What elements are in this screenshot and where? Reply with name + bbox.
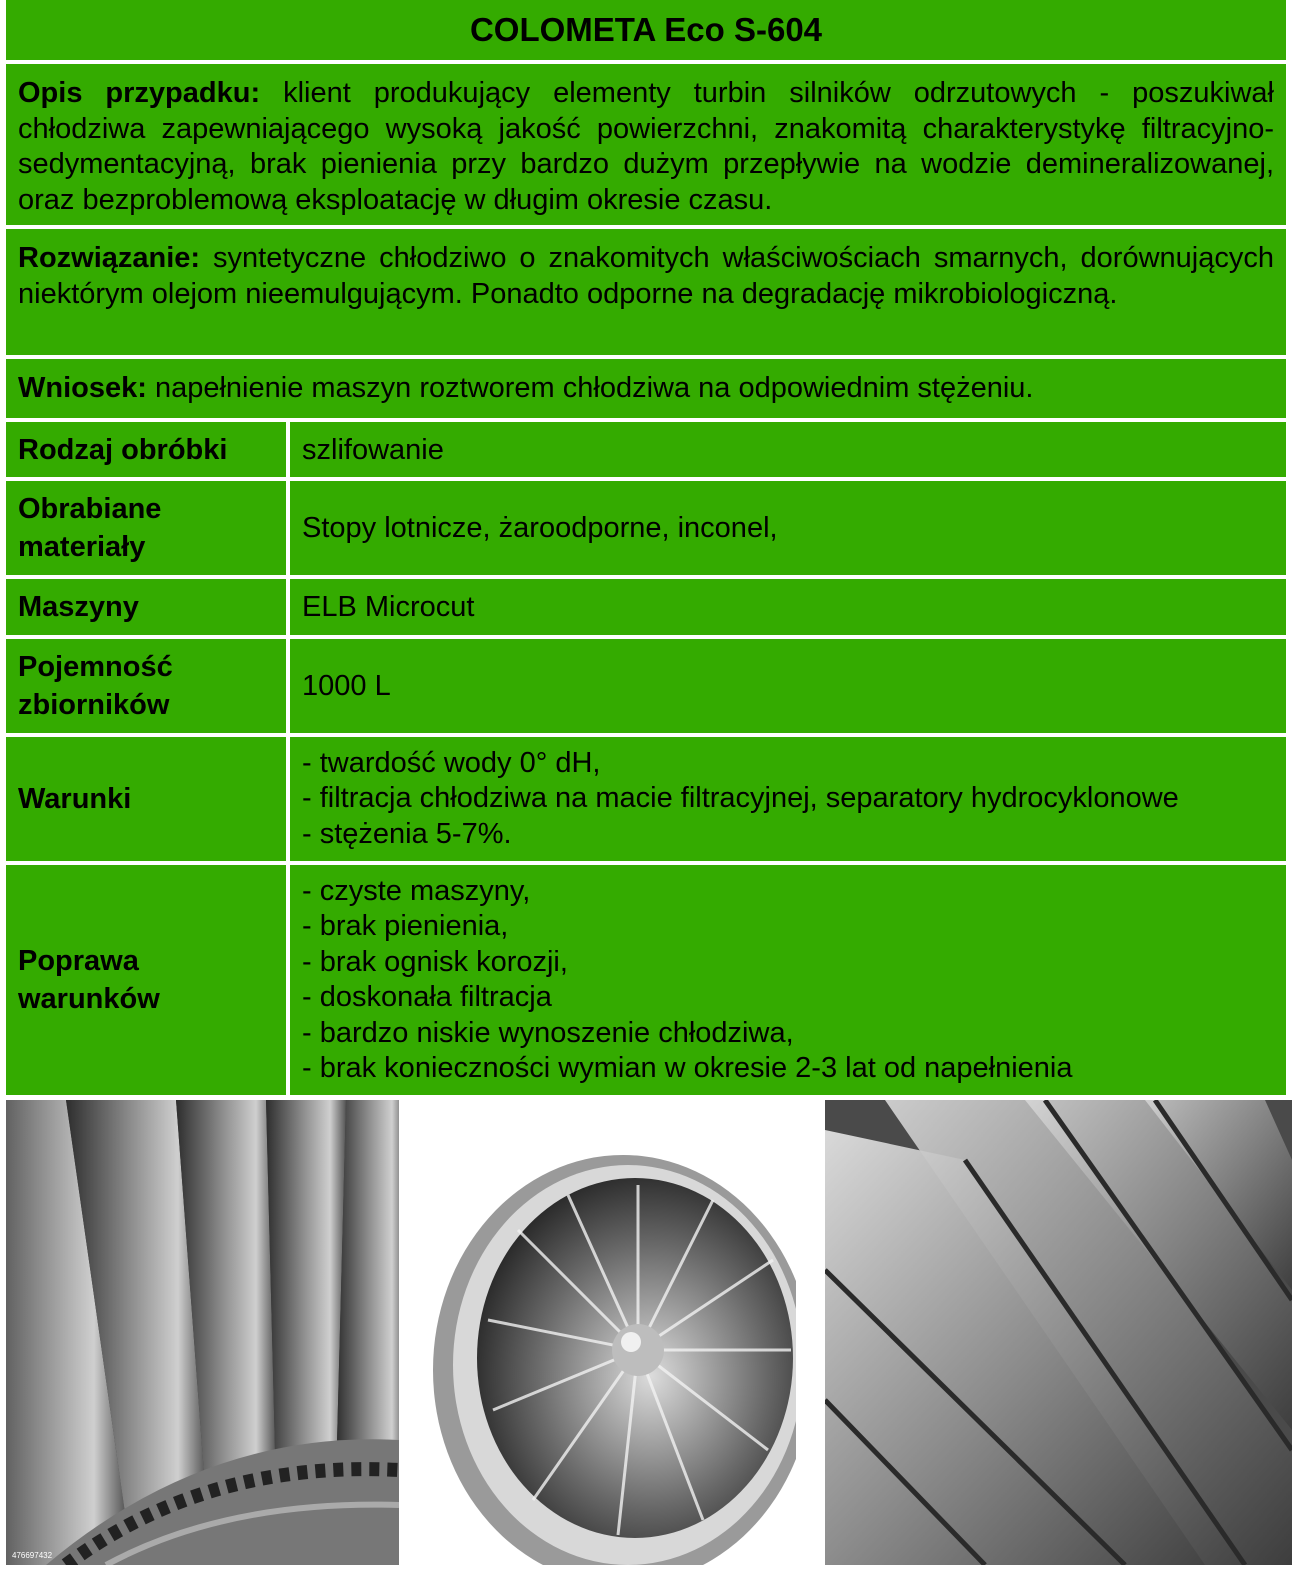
improvement-line: - bardzo niskie wynoszenie chłodziwa,: [302, 1016, 794, 1049]
conclusion-description: [6, 359, 1286, 418]
conditions-line: - filtracja chłodziwa na macie filtracyjnej, separatory hydrocyklonowe: [302, 782, 1179, 815]
document-title: COLOMETA Eco S-604: [6, 0, 1286, 60]
compressor-blades-illustration: [825, 1100, 1292, 1565]
table-label-materials: Obrabiane materiały: [6, 481, 286, 575]
conditions-line: - stężenia 5-7%.: [302, 817, 512, 850]
turbine-blades-photo: [6, 1100, 399, 1565]
table-value-conditions: [290, 737, 1286, 861]
solution-description: [6, 229, 1286, 355]
table-value-materials: Stopy lotnicze, żaroodporne, inconel,: [290, 481, 1286, 575]
improvement-line: - brak pienienia,: [302, 910, 509, 942]
table-label-conditions: Warunki: [6, 737, 286, 861]
table-label-treatment: Rodzaj obróbki: [6, 422, 286, 477]
turbine-blades-illustration: [6, 1100, 399, 1565]
table-value-machines: ELB Microcut: [290, 579, 1286, 635]
table-value-capacity: 1000 L: [290, 639, 1286, 733]
table-value-treatment: szlifowanie: [290, 422, 1286, 477]
conclusion-label: Wniosek:: [18, 372, 147, 404]
conditions-line: - twardość wody 0° dH,: [302, 746, 601, 779]
table-label-capacity: Pojemność zbiorników: [6, 639, 286, 733]
jet-engine-illustration: [403, 1100, 796, 1565]
case-label: Opis przypadku:: [18, 77, 261, 109]
table-value-improvement: [290, 865, 1286, 1095]
improvement-line: - czyste maszyny,: [302, 874, 531, 907]
compressor-blades-photo: [825, 1100, 1292, 1565]
improvement-line: - brak ognisk korozji,: [302, 945, 568, 978]
case-description: [6, 64, 1286, 225]
stock-photo-id: 476697432: [12, 1551, 53, 1560]
jet-engine-photo: [403, 1100, 796, 1565]
table-label-improvement: Poprawa warunków: [6, 865, 286, 1095]
solution-text: syntetyczne chłodziwo o znakomitych właściwościach smarnych, dorównujących niektórym olejom nieemulgującym. Ponadto odporne na degradację mikrobiologiczną.: [18, 242, 1274, 310]
improvement-line: - doskonała filtracja: [302, 981, 552, 1013]
table-label-machines: Maszyny: [6, 579, 286, 635]
conclusion-text: napełnienie maszyn roztworem chłodziwa na odpowiednim stężeniu.: [146, 372, 1034, 404]
solution-label: Rozwiązanie:: [18, 242, 201, 274]
case-text: klient produkujący elementy turbin silników odrzutowych - poszukiwał chłodziwa zapewniającego wysoką jakość powierzchni, znakomitą charakterystykę filtracyjno-sedymentacyjną, brak pienienia przy bardzo dużym przepływie na wodzie demineralizowanej, oraz bezproblemową eksploatację w długim okresie czasu.: [18, 77, 1274, 216]
improvement-line: - brak konieczności wymian w okresie 2-3 lat od napełnienia: [302, 1052, 1073, 1084]
